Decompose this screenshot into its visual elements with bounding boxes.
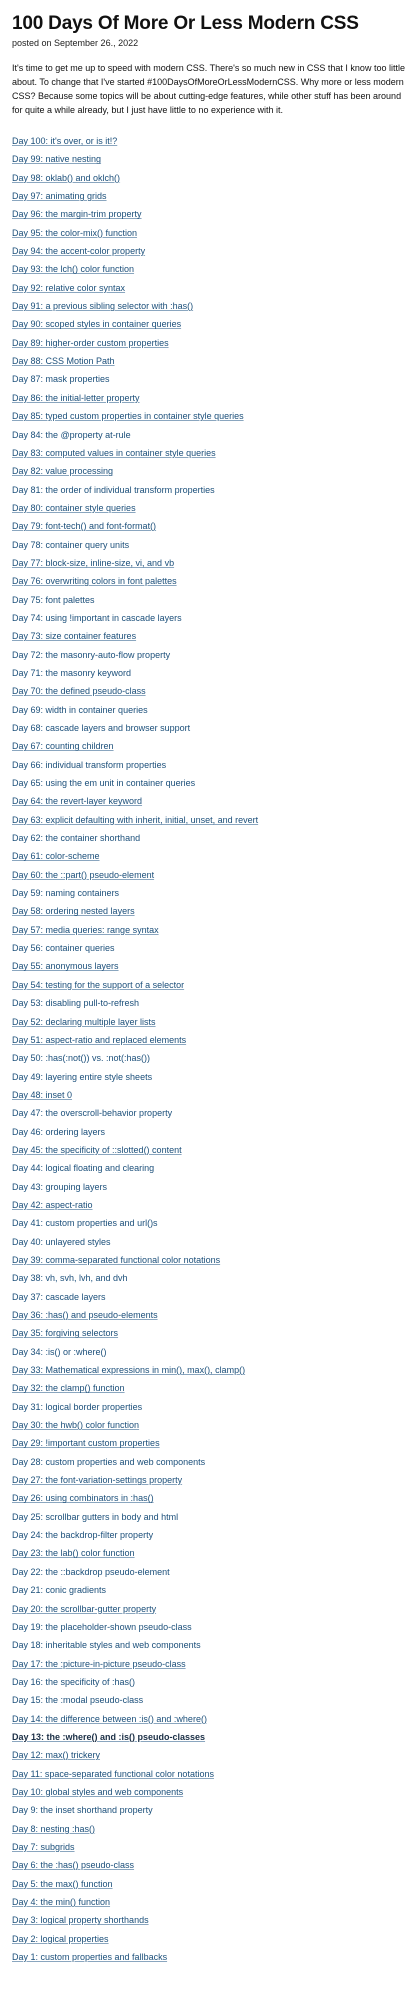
list-item — [12, 337, 408, 350]
list-item — [12, 1658, 408, 1671]
day-link[interactable]: Day 70: the defined pseudo-class — [12, 686, 146, 697]
day-link[interactable]: Day 29: !important custom properties — [12, 1438, 160, 1449]
list-item — [12, 1694, 408, 1707]
list-item — [12, 869, 408, 882]
list-item — [12, 1804, 408, 1817]
list-item — [12, 465, 408, 478]
day-link[interactable]: Day 43: grouping layers — [12, 1181, 108, 1192]
list-item — [12, 1144, 408, 1157]
list-item — [12, 612, 408, 625]
list-item — [12, 410, 408, 423]
day-link[interactable]: Day 67: counting children — [12, 741, 114, 752]
day-link[interactable]: Day 83: computed values in container style queries — [12, 447, 216, 458]
list-item — [12, 979, 408, 992]
list-item — [12, 153, 408, 166]
list-item — [12, 263, 408, 276]
day-link[interactable]: Day 94: the accent-color property — [12, 246, 146, 257]
list-item — [12, 594, 408, 607]
day-link[interactable]: Day 45: the specificity of ::slotted() content — [12, 1144, 182, 1155]
day-link[interactable]: Day 48: inset 0 — [12, 1089, 73, 1100]
list-item — [12, 1511, 408, 1524]
list-item — [12, 1768, 408, 1781]
list-item — [12, 1896, 408, 1909]
day-link[interactable]: Day 37: cascade layers — [12, 1291, 106, 1302]
list-item — [12, 960, 408, 973]
list-item — [12, 1236, 408, 1249]
list-item — [12, 649, 408, 662]
list-item — [12, 1309, 408, 1322]
list-item — [12, 1401, 408, 1414]
list-item — [12, 1933, 408, 1946]
list-item — [12, 208, 408, 221]
day-link[interactable]: Day 78: container query units — [12, 539, 130, 550]
list-item — [12, 1951, 408, 1964]
day-link[interactable]: Day 12: max() trickery — [12, 1750, 101, 1761]
day-link[interactable]: Day 34: :is() or :where() — [12, 1346, 107, 1357]
list-item — [12, 667, 408, 680]
list-item — [12, 1786, 408, 1799]
day-link[interactable]: Day 46: ordering layers — [12, 1126, 106, 1137]
day-link[interactable]: Day 55: anonymous layers — [12, 961, 119, 972]
list-item — [12, 759, 408, 772]
list-item — [12, 1713, 408, 1726]
list-item — [12, 1914, 408, 1927]
day-link[interactable]: Day 54: testing for the support of a selector — [12, 979, 185, 990]
day-link[interactable]: Day 1: custom properties and fallbacks — [12, 1952, 168, 1963]
list-item — [12, 814, 408, 827]
day-link[interactable]: Day 7: subgrids — [12, 1841, 75, 1852]
list-item — [12, 850, 408, 863]
list-item — [12, 1254, 408, 1267]
day-link[interactable]: Day 5: the max() function — [12, 1878, 113, 1889]
list-item — [12, 1419, 408, 1432]
day-link[interactable]: Day 21: conic gradients — [12, 1585, 107, 1596]
day-link[interactable]: Day 76: overwriting colors in font palettes — [12, 576, 177, 587]
day-link[interactable]: Day 65: using the em unit in container queries — [12, 778, 196, 789]
list-item — [12, 318, 408, 331]
day-link[interactable]: Day 50: :has(:not()) vs. :not(:has()) — [12, 1053, 151, 1064]
day-link[interactable]: Day 98: oklab() and oklch() — [12, 172, 121, 183]
list-item — [12, 502, 408, 515]
list-item — [12, 1052, 408, 1065]
day-link[interactable]: Day 57: media queries: range syntax — [12, 924, 159, 935]
list-item — [12, 685, 408, 698]
list-item — [12, 1016, 408, 1029]
day-link[interactable]: Day 93: the lch() color function — [12, 264, 135, 275]
day-link[interactable]: Day 52: declaring multiple layer lists — [12, 1016, 156, 1027]
day-link[interactable]: Day 73: size container features — [12, 631, 137, 642]
list-item — [12, 1217, 408, 1230]
day-link[interactable]: Day 99: native nesting — [12, 154, 102, 165]
list-item — [12, 1327, 408, 1340]
list-item — [12, 1731, 408, 1744]
list-item — [12, 1492, 408, 1505]
day-link[interactable]: Day 75: font palettes — [12, 594, 95, 605]
list-item — [12, 172, 408, 185]
list-item — [12, 1126, 408, 1139]
day-link[interactable]: Day 96: the margin-trim property — [12, 209, 142, 220]
day-link[interactable]: Day 2: logical properties — [12, 1933, 109, 1944]
day-link[interactable]: Day 42: aspect-ratio — [12, 1199, 93, 1210]
day-link[interactable]: Day 33: Mathematical expressions in min(), max(), clamp() — [12, 1365, 246, 1376]
day-link[interactable]: Day 35: forgiving selectors — [12, 1328, 119, 1339]
list-item — [12, 1529, 408, 1542]
list-item — [12, 575, 408, 588]
list-item — [12, 1034, 408, 1047]
day-link[interactable]: Day 56: container queries — [12, 943, 115, 954]
list-item — [12, 447, 408, 460]
list-item — [12, 190, 408, 203]
day-link[interactable]: Day 19: the placeholder-shown pseudo-class — [12, 1621, 192, 1632]
list-item — [12, 1291, 408, 1304]
day-link[interactable]: Day 28: custom properties and web components — [12, 1456, 206, 1467]
list-item — [12, 1639, 408, 1652]
list-item — [12, 1547, 408, 1560]
day-link[interactable]: Day 53: disabling pull-to-refresh — [12, 998, 140, 1009]
list-item — [12, 1584, 408, 1597]
day-link[interactable]: Day 91: a previous sibling selector with :has() — [12, 301, 194, 312]
day-link[interactable]: Day 86: the initial-letter property — [12, 392, 140, 403]
list-item — [12, 1841, 408, 1854]
list-item — [12, 1382, 408, 1395]
day-link[interactable]: Day 60: the ::part() pseudo-element — [12, 869, 155, 880]
day-link[interactable]: Day 32: the clamp() function — [12, 1383, 125, 1394]
day-link[interactable]: Day 25: scrollbar gutters in body and html — [12, 1511, 179, 1522]
list-item — [12, 520, 408, 533]
list-item — [12, 539, 408, 552]
day-link[interactable]: Day 92: relative color syntax — [12, 282, 126, 293]
list-item — [12, 1107, 408, 1120]
list-item — [12, 1181, 408, 1194]
list-item — [12, 795, 408, 808]
day-link[interactable]: Day 20: the scrollbar-gutter property — [12, 1603, 157, 1614]
day-link[interactable]: Day 59: naming containers — [12, 888, 120, 899]
day-link[interactable]: Day 89: higher-order custom properties — [12, 337, 169, 348]
list-item — [12, 1878, 408, 1891]
list-item — [12, 373, 408, 386]
day-link[interactable]: Day 15: the :modal pseudo-class — [12, 1695, 144, 1706]
list-item — [12, 1676, 408, 1689]
list-item — [12, 227, 408, 240]
day-link[interactable]: Day 47: the overscroll-behavior property — [12, 1108, 173, 1119]
day-link[interactable]: Day 88: CSS Motion Path — [12, 356, 115, 367]
list-item — [12, 1474, 408, 1487]
day-link[interactable]: Day 41: custom properties and url()s — [12, 1218, 158, 1229]
day-link[interactable]: Day 17: the :picture-in-picture pseudo-class — [12, 1658, 186, 1669]
day-link[interactable]: Day 72: the masonry-auto-flow property — [12, 649, 171, 660]
day-link[interactable]: Day 95: the color-mix() function — [12, 227, 138, 238]
day-link[interactable]: Day 85: typed custom properties in container style queries — [12, 411, 244, 422]
list-item — [12, 997, 408, 1010]
list-item — [12, 1566, 408, 1579]
day-link[interactable]: Day 3: logical property shorthands — [12, 1915, 149, 1926]
day-link[interactable]: Day 4: the min() function — [12, 1897, 111, 1907]
list-item — [12, 905, 408, 918]
list-item — [12, 832, 408, 845]
day-link[interactable]: Day 6: the :has() pseudo-class — [12, 1860, 135, 1871]
list-item — [12, 1162, 408, 1175]
list-item — [12, 392, 408, 405]
list-item — [12, 1364, 408, 1377]
day-link[interactable]: Day 10: global styles and web components — [12, 1786, 184, 1797]
list-item — [12, 942, 408, 955]
day-link[interactable]: Day 66: individual transform properties — [12, 759, 167, 770]
day-link[interactable]: Day 23: the lab() color function — [12, 1548, 135, 1559]
list-item — [12, 1199, 408, 1212]
list-item — [12, 1071, 408, 1084]
day-link[interactable]: Day 26: using combinators in :has() — [12, 1493, 154, 1504]
list-item — [12, 1346, 408, 1359]
day-link[interactable]: Day 13: the :where() and :is() pseudo-classes — [12, 1731, 206, 1742]
day-link[interactable]: Day 100: it's over, or is it!? — [12, 136, 118, 146]
list-item — [12, 740, 408, 753]
list-item — [12, 722, 408, 735]
day-link[interactable]: Day 38: vh, svh, lvh, and dvh — [12, 1273, 128, 1284]
day-link[interactable]: Day 74: using !important in cascade layers — [12, 612, 182, 623]
day-link[interactable]: Day 30: the hwb() color function — [12, 1420, 140, 1431]
list-item — [12, 1749, 408, 1762]
list-item — [12, 777, 408, 790]
list-item — [12, 300, 408, 313]
day-link[interactable]: Day 62: the container shorthand — [12, 833, 141, 844]
list-item — [12, 484, 408, 497]
day-link[interactable]: Day 79: font-tech() and font-format() — [12, 521, 157, 532]
day-link[interactable]: Day 8: nesting :has() — [12, 1823, 96, 1834]
day-link[interactable]: Day 40: unlayered styles — [12, 1236, 111, 1247]
list-item — [12, 245, 408, 258]
day-link[interactable]: Day 71: the masonry keyword — [12, 667, 132, 678]
list-item — [12, 282, 408, 295]
day-link[interactable]: Day 24: the backdrop-filter property — [12, 1530, 154, 1541]
post-date: posted on September 26., 2022 — [12, 38, 139, 48]
list-item — [12, 924, 408, 937]
list-item — [12, 557, 408, 570]
list-item — [12, 887, 408, 900]
list-item — [12, 704, 408, 717]
day-link[interactable]: Day 16: the specificity of :has() — [12, 1676, 136, 1687]
intro-paragraph: It's time to get me up to speed with modern CSS. There's so much new in CSS that I know too little about. To change that I've started #100DaysOfMoreOrLessModernCSS. Why more or less modern CSS? Because some topics will be about cutting-edge features, while other stuff has been around for quite a while already, but I just have little to no experience with it. — [12, 63, 405, 115]
page-title: 100 Days Of More Or Less Modern CSS — [12, 13, 359, 34]
day-link[interactable]: Day 69: width in container queries — [12, 704, 148, 715]
list-item — [12, 355, 408, 368]
day-link[interactable]: Day 27: the font-variation-settings property — [12, 1475, 183, 1486]
list-item — [12, 1603, 408, 1616]
list-item — [12, 1621, 408, 1634]
day-link[interactable]: Day 68: cascade layers and browser support — [12, 723, 191, 733]
day-link[interactable]: Day 80: container style queries — [12, 502, 136, 513]
day-link[interactable]: Day 44: logical floating and clearing — [12, 1163, 155, 1174]
day-link[interactable]: Day 77: block-size, inline-size, vi, and vb — [12, 557, 175, 568]
day-link[interactable]: Day 31: logical border properties — [12, 1401, 143, 1412]
list-item — [12, 135, 408, 148]
day-link[interactable]: Day 97: animating grids — [12, 191, 107, 202]
day-link[interactable]: Day 14: the difference between :is() and :where() — [12, 1713, 207, 1724]
list-item — [12, 1823, 408, 1836]
day-list — [12, 135, 408, 1964]
day-link[interactable]: Day 11: space-separated functional color notations — [12, 1768, 214, 1779]
day-link[interactable]: Day 36: :has() and pseudo-elements — [12, 1310, 158, 1320]
list-item — [12, 429, 408, 442]
day-link[interactable]: Day 22: the ::backdrop pseudo-element — [12, 1566, 170, 1577]
day-link[interactable]: Day 18: inheritable styles and web components — [12, 1640, 201, 1651]
day-link[interactable]: Day 87: mask properties — [12, 374, 110, 385]
list-item — [12, 1272, 408, 1285]
day-link[interactable]: Day 58: ordering nested layers — [12, 906, 135, 917]
day-link[interactable]: Day 81: the order of individual transform properties — [12, 484, 215, 495]
day-link[interactable]: Day 84: the @property at-rule — [12, 429, 131, 440]
day-link[interactable]: Day 39: comma-separated functional color notations — [12, 1254, 221, 1265]
day-link[interactable]: Day 90: scoped styles in container queries — [12, 319, 182, 330]
list-item — [12, 1089, 408, 1102]
day-link[interactable]: Day 63: explicit defaulting with inherit, initial, unset, and revert — [12, 814, 259, 825]
list-item — [12, 1456, 408, 1469]
list-item — [12, 1437, 408, 1450]
list-item — [12, 1859, 408, 1872]
day-link[interactable]: Day 61: color-scheme — [12, 851, 100, 862]
day-link[interactable]: Day 51: aspect-ratio and replaced elements — [12, 1034, 187, 1045]
day-link[interactable]: Day 9: the inset shorthand property — [12, 1805, 153, 1816]
day-link[interactable]: Day 64: the revert-layer keyword — [12, 796, 143, 807]
day-link[interactable]: Day 49: layering entire style sheets — [12, 1071, 153, 1082]
day-link[interactable]: Day 82: value processing — [12, 466, 114, 477]
list-item — [12, 630, 408, 643]
